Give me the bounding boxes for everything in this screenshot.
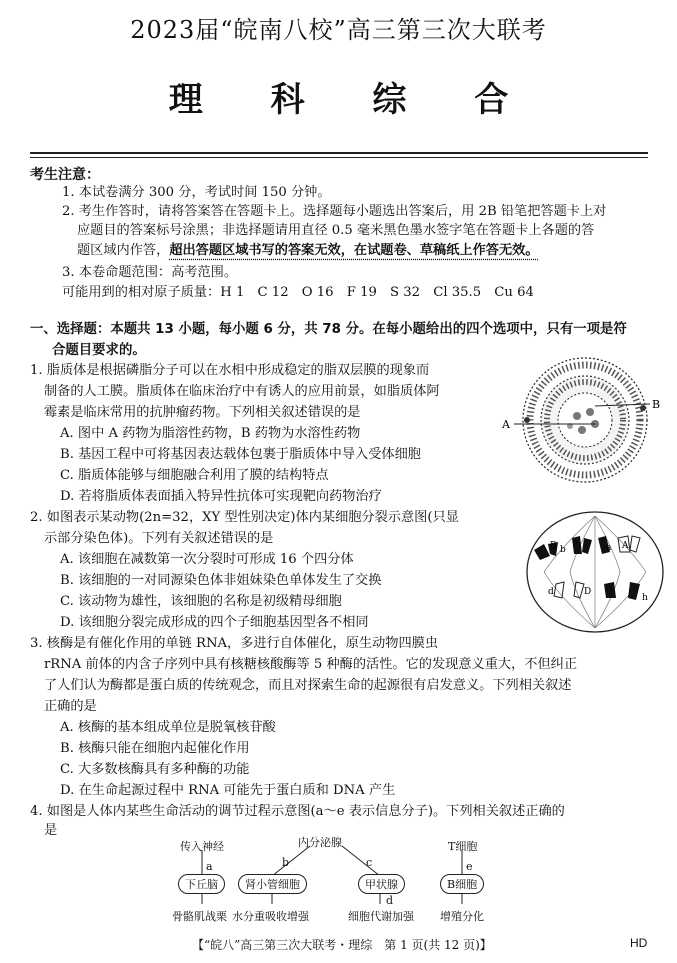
effect-proliferation: 增殖分化	[440, 910, 484, 923]
node-renal-tubule-cell: 肾小管细胞	[238, 874, 307, 894]
q3-option-c: C. 大多数核酶具有多种酶的功能	[60, 762, 250, 777]
gene-label: a	[606, 543, 612, 553]
node-afferent-nerve: 传入神经	[180, 840, 224, 853]
effect-metabolism: 细胞代谢加强	[348, 910, 414, 923]
notice-text: 题区域内作答，	[77, 243, 170, 258]
gene-label: B	[550, 541, 557, 551]
notice-item: 3. 本卷命题范围：高考范围。	[62, 265, 238, 280]
q1-stem: 霉素是临床常用的抗肿瘤药物。下列相关叙述错误的是	[44, 405, 361, 420]
effect-shivering: 骨骼肌战栗	[172, 910, 227, 923]
gene-label: d	[548, 587, 554, 597]
node-t-cell: T细胞	[448, 840, 478, 853]
q4-stem: 是	[44, 823, 58, 838]
q3-stem: 3. 核酶是有催化作用的单链 RNA，多进行自体催化，原生动物四膜虫	[30, 636, 439, 651]
node-b-cell: B细胞	[440, 874, 484, 894]
signal-a: a	[206, 860, 213, 873]
label-a: A	[502, 418, 510, 431]
node-endocrine-gland: 内分泌腺	[298, 836, 342, 849]
q2-stem: 示部分染色体)。下列有关叙述错误的是	[44, 531, 274, 546]
notice-item: 2. 考生作答时，请将答案答在答题卡上。选择题每小题选出答案后，用 2B 铅笔把答题卡上对	[62, 204, 607, 219]
signal-b: b	[282, 856, 290, 869]
label-b: B	[652, 398, 661, 411]
node-hypothalamus: 下丘脑	[178, 874, 225, 894]
notice-item	[77, 242, 539, 260]
q4-stem: 4. 如图是人体内某些生命活动的调节过程示意图(a～e 表示信息分子)。下列相关叙述正确的	[30, 804, 565, 819]
q3-stem: 正确的是	[44, 699, 97, 714]
gene-label: b	[560, 545, 566, 555]
gene-label: h	[642, 593, 648, 603]
node-thyroid: 甲状腺	[358, 874, 405, 894]
q1-stem: 1. 脂质体是根据磷脂分子可以在水相中形成稳定的脂双层膜的现象而	[30, 363, 430, 378]
q2-option-b: B. 该细胞的一对同源染色体非姐妹染色单体发生了交换	[60, 573, 382, 588]
regulation-diagram	[170, 836, 510, 924]
signal-c: c	[366, 856, 373, 869]
page-footer: 【“皖八”高三第三次大联考・理综 第 1 页(共 12 页)】	[192, 938, 492, 952]
liposome-figure	[500, 350, 670, 500]
footer-code: HD	[630, 936, 648, 950]
q3-option-d: D. 在生命起源过程中 RNA 可能先于蛋白质和 DNA 产生	[60, 783, 396, 798]
q3-stem: rRNA 前体的内含子序列中具有核糖核酸酶等 5 种酶的活性。它的发现意义重大，不但纠正	[44, 657, 578, 672]
exam-subject: 理 科 综 合	[168, 80, 537, 120]
gene-label: D	[584, 587, 592, 597]
notice-heading: 考生注意：	[30, 167, 100, 183]
q1-option-a: A. 图中 A 药物为脂溶性药物，B 药物为水溶性药物	[60, 426, 361, 441]
q3-option-a: A. 核酶的基本组成单位是脱氧核苷酸	[60, 720, 276, 735]
q3-stem: 了人们认为酶都是蛋白质的传统观念，而且对探索生命的起源很有启发意义。下列相关叙述	[44, 678, 572, 693]
q2-option-a: A. 该细胞在减数第一次分裂时可形成 16 个四分体	[60, 552, 354, 567]
q2-option-c: C. 该动物为雄性，该细胞的名称是初级精母细胞	[60, 594, 342, 609]
signal-e: e	[466, 860, 473, 873]
q2-stem: 2. 如图表示某动物(2n=32，XY 型性别决定)体内某细胞分裂示意图(只显	[30, 510, 459, 525]
header-divider	[30, 152, 648, 154]
notice-item: 1. 本试卷满分 300 分，考试时间 150 分钟。	[62, 185, 331, 200]
effect-water-reabsorption: 水分重吸收增强	[232, 910, 309, 923]
exam-title: 2023届“皖南八校”高三第三次大联考	[130, 16, 547, 44]
signal-d: d	[386, 894, 394, 907]
header-divider-thin	[30, 157, 648, 158]
q1-option-b: B. 基因工程中可将基因表达载体包裹于脂质体中导入受体细胞	[60, 447, 421, 462]
cell-division-figure	[520, 508, 670, 636]
atomic-masses: 可能用到的相对原子质量：H 1 C 12 O 16 F 19 S 32 Cl 35.5 Cu 64	[62, 285, 534, 300]
notice-item: 应题目的答案标号涂黑；非选择题请用直径 0.5 毫米黑色墨水签字笔在答题卡上各题的答	[77, 223, 595, 238]
q3-option-b: B. 核酶只能在细胞内起催化作用	[60, 741, 250, 756]
section-heading: 一、选择题：本题共 13 小题，每小题 6 分，共 78 分。在每小题给出的四个选项中，只有一项是符	[30, 322, 627, 337]
q1-option-d: D. 若将脂质体表面插入特异性抗体可实现靶向药物治疗	[60, 489, 382, 504]
gene-label: A	[622, 541, 629, 551]
q2-option-d: D. 该细胞分裂完成形成的四个子细胞基因型各不相同	[60, 615, 369, 630]
q1-option-c: C. 脂质体能够与细胞融合利用了膜的结构特点	[60, 468, 329, 483]
q1-stem: 制备的人工膜。脂质体在临床治疗中有诱人的应用前景，如脂质体阿	[44, 384, 440, 399]
notice-emphasis: 超出答题区域书写的答案无效，在试题卷、草稿纸上作答无效。	[169, 243, 539, 258]
section-heading-cont: 合题目要求的。	[52, 343, 146, 358]
